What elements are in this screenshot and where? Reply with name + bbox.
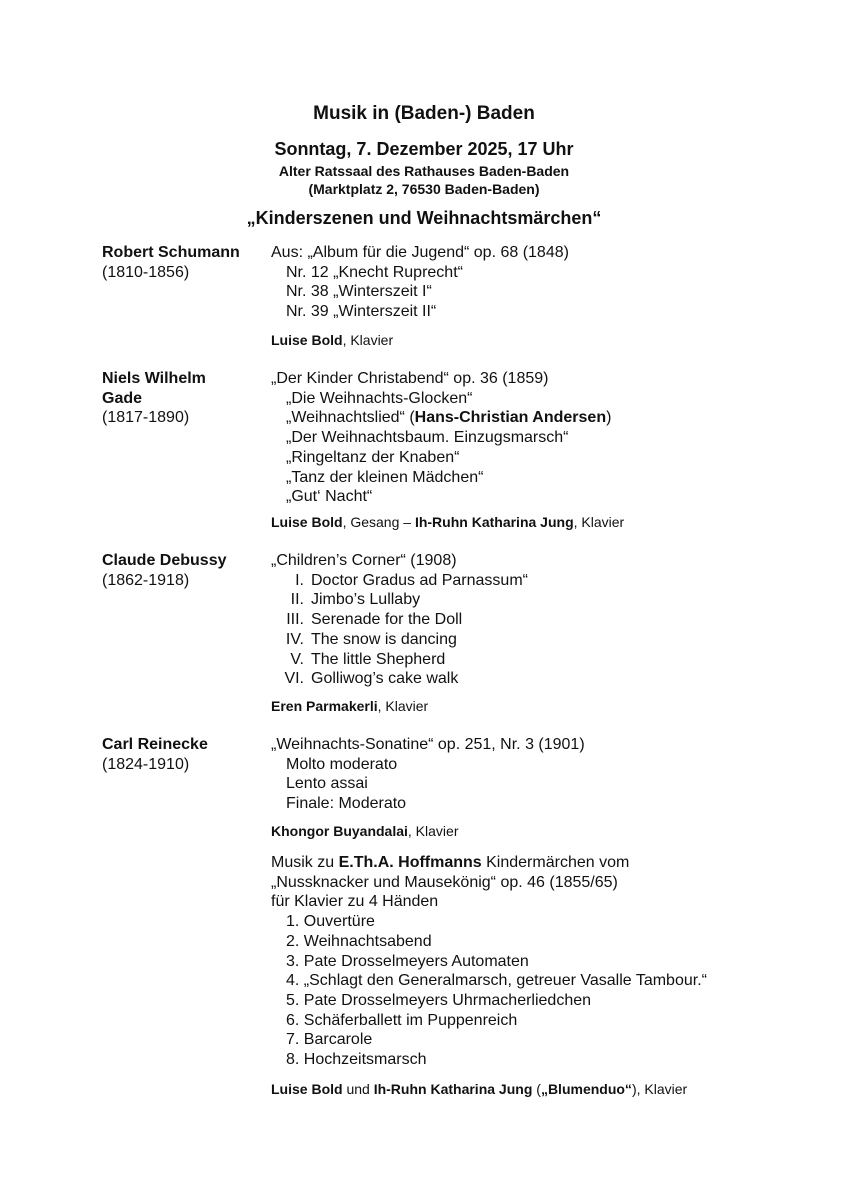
work-item-text: ) bbox=[606, 409, 612, 427]
movement-number: IV. bbox=[285, 630, 304, 648]
performer-line bbox=[271, 823, 458, 839]
author-name: E.Th.A. Hoffmanns bbox=[338, 854, 482, 871]
composer-reinecke bbox=[102, 735, 208, 774]
composer-name: Carl Reinecke bbox=[102, 736, 208, 753]
work-title-text: Musik zu bbox=[271, 854, 339, 871]
movement-number: V. bbox=[290, 650, 304, 668]
movement-title: Jimbo’s Lullaby bbox=[311, 591, 421, 609]
performer-line bbox=[271, 332, 393, 348]
performer-text: ( bbox=[532, 1081, 541, 1097]
work-item: Nr. 12 „Knecht Ruprecht“ bbox=[286, 263, 463, 281]
work-reinecke bbox=[271, 735, 585, 814]
performer-name: Ih-Ruhn Katharina Jung bbox=[373, 1081, 533, 1097]
movement bbox=[271, 630, 528, 650]
work-item: Molto moderato bbox=[286, 755, 398, 773]
work-item: „Tanz der kleinen Mädchen“ bbox=[286, 468, 484, 486]
work-item: 3. Pate Drosselmeyers Automaten bbox=[286, 952, 529, 970]
composer-name: Gade bbox=[102, 389, 143, 407]
composer-dates: (1862-1918) bbox=[102, 571, 190, 589]
performer-line bbox=[271, 514, 624, 530]
address: (Marktplatz 2, 76530 Baden-Baden) bbox=[308, 181, 540, 197]
movement-title: Doctor Gradus ad Parnassum“ bbox=[311, 571, 528, 589]
movement bbox=[271, 610, 528, 630]
movement bbox=[271, 669, 528, 689]
venue: Alter Ratssaal des Rathauses Baden-Baden bbox=[278, 163, 570, 179]
event-date: Sonntag, 7. Dezember 2025, 17 Uhr bbox=[274, 139, 574, 159]
movement-number: VI. bbox=[284, 670, 304, 688]
performer-name: Ih-Ruhn Katharina Jung bbox=[414, 514, 574, 530]
composer-dates: (1824-1910) bbox=[102, 755, 190, 773]
composer-dates: (1817-1890) bbox=[102, 409, 190, 427]
page-title: Musik in (Baden-) Baden bbox=[313, 103, 535, 124]
composer-name: Niels Wilhelm bbox=[102, 370, 206, 387]
performer-line bbox=[271, 698, 428, 714]
work-item: Nr. 39 „Winterszeit II“ bbox=[286, 303, 437, 321]
work-item: 4. „Schlagt den Generalmarsch, getreuer Vasalle Tambour.“ bbox=[286, 972, 707, 990]
composer-dates: (1810-1856) bbox=[102, 263, 190, 281]
work-item: 5. Pate Drosselmeyers Uhrmacherliedchen bbox=[286, 991, 592, 1009]
work-subtitle: für Klavier zu 4 Händen bbox=[271, 893, 439, 911]
performer-name: Luise Bold bbox=[271, 1081, 343, 1097]
work-title: „Der Kinder Christabend“ op. 36 (1859) bbox=[271, 370, 549, 387]
composer-gade bbox=[102, 369, 206, 428]
movement-number: II. bbox=[290, 591, 304, 609]
movement-title: The little Shepherd bbox=[311, 650, 446, 668]
work-item-text: „Weihnachtslied“ ( bbox=[286, 409, 415, 427]
work-item: „Gut‘ Nacht“ bbox=[286, 488, 373, 506]
movement-title: The snow is dancing bbox=[311, 630, 457, 648]
work-item: 6. Schäferballett im Puppenreich bbox=[286, 1011, 518, 1029]
ensemble-name: „Blumenduo“ bbox=[540, 1081, 632, 1097]
performer-name: Eren Parmakerli bbox=[271, 698, 378, 714]
work-title: Aus: „Album für die Jugend“ op. 68 (1848) bbox=[271, 244, 569, 261]
movement bbox=[271, 650, 528, 670]
work-item: 8. Hochzeitsmarsch bbox=[286, 1051, 427, 1069]
work-item: 2. Weihnachtsabend bbox=[286, 932, 432, 950]
performer-role: ), Klavier bbox=[631, 1081, 688, 1097]
composer-name: Claude Debussy bbox=[102, 552, 227, 569]
performer-role: , Gesang – bbox=[342, 514, 415, 530]
movement-number: III. bbox=[286, 611, 304, 629]
work-title-text: Kindermärchen vom bbox=[481, 854, 630, 871]
movement bbox=[271, 590, 528, 610]
performer-name: Khongor Buyandalai bbox=[271, 823, 408, 839]
work-item: 1. Ouvertüre bbox=[286, 913, 375, 931]
work-item: Finale: Moderato bbox=[286, 795, 407, 813]
performer-name: Luise Bold bbox=[271, 514, 343, 530]
work-item: Lento assai bbox=[286, 775, 368, 793]
composer-name: Robert Schumann bbox=[102, 244, 240, 261]
performer-role: , Klavier bbox=[573, 514, 625, 530]
work-gade bbox=[271, 369, 611, 507]
performer-role: , Klavier bbox=[342, 332, 394, 348]
work-item: „Der Weihnachtsbaum. Einzugsmarsch“ bbox=[286, 429, 569, 447]
work-item: „Ringeltanz der Knaben“ bbox=[286, 448, 460, 466]
movement-title: Serenade for the Doll bbox=[311, 611, 463, 629]
work-title: „Nussknacker und Mausekönig“ op. 46 (1855/65) bbox=[271, 873, 618, 891]
work-item: „Die Weihnachts-Glocken“ bbox=[286, 389, 473, 407]
composer-debussy bbox=[102, 551, 226, 590]
venue-block bbox=[0, 162, 848, 198]
work-item: Nr. 38 „Winterszeit I“ bbox=[286, 283, 432, 301]
performer-conjunction: und bbox=[342, 1081, 374, 1097]
movement bbox=[271, 571, 528, 591]
work-item: 7. Barcarole bbox=[286, 1031, 373, 1049]
movement-title: Golliwog’s cake walk bbox=[311, 670, 459, 688]
work-debussy bbox=[271, 551, 528, 689]
performer-role: , Klavier bbox=[377, 698, 429, 714]
work-title bbox=[271, 853, 707, 873]
program-title: „Kinderszenen und Weihnachtsmärchen“ bbox=[246, 208, 602, 228]
composer-schumann bbox=[102, 243, 240, 282]
performer-role: , Klavier bbox=[407, 823, 459, 839]
work-title: „Children’s Corner“ (1908) bbox=[271, 552, 457, 569]
work-schumann bbox=[271, 243, 569, 322]
performer-name: Luise Bold bbox=[271, 332, 343, 348]
movement-number: I. bbox=[295, 571, 304, 589]
work-item bbox=[271, 408, 611, 428]
lyricist-name: Hans-Christian Andersen bbox=[414, 409, 607, 427]
work-nussknacker bbox=[271, 853, 707, 1070]
work-title: „Weihnachts-Sonatine“ op. 251, Nr. 3 (1901) bbox=[271, 736, 585, 753]
performer-line bbox=[271, 1081, 687, 1097]
